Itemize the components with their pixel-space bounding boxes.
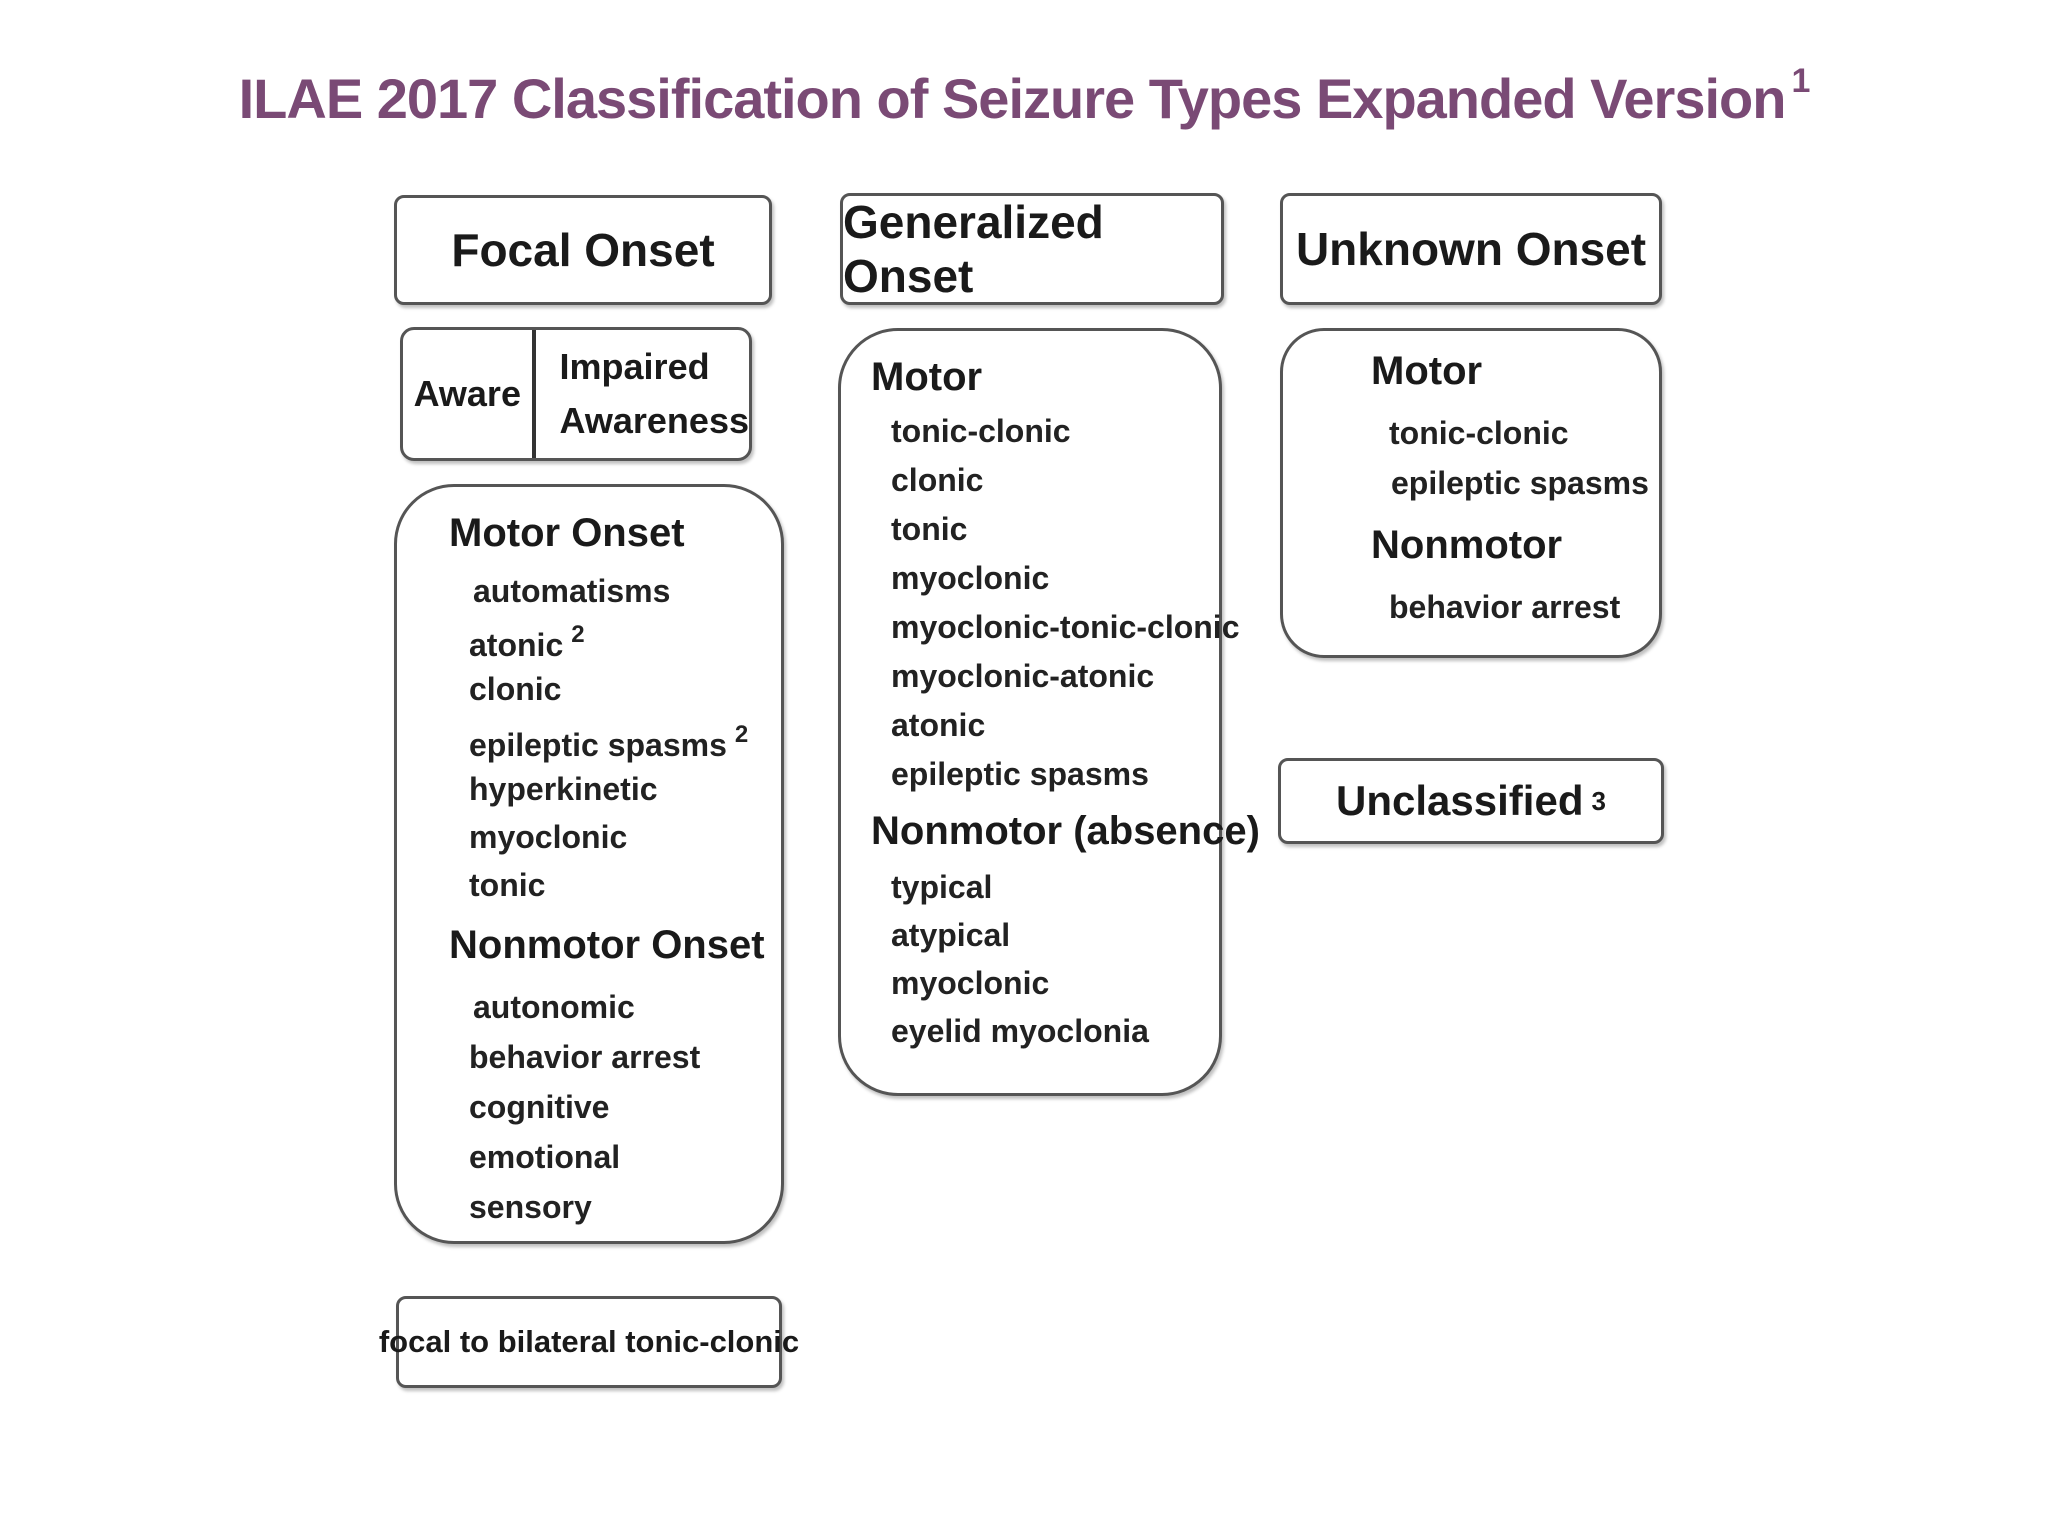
- focal-nonmotor-item: cognitive: [469, 1089, 610, 1125]
- generalized-nonmotor-heading: Nonmotor (absence): [871, 809, 1260, 853]
- focal-motor-item: myoclonic: [469, 819, 628, 855]
- focal-onset-panel: [394, 484, 784, 1244]
- unknown-motor-item: tonic-clonic: [1389, 415, 1569, 451]
- focal-motor-item: atonic $^2$: [469, 621, 585, 663]
- footnote-marker: 2: [571, 621, 585, 648]
- unclassified-label: Unclassified: [1336, 777, 1584, 824]
- generalized-nonmotor-item: typical: [891, 869, 993, 905]
- generalized-nonmotor-item: myoclonic: [891, 965, 1050, 1001]
- generalized-nonmotor-item: atypical: [891, 917, 1011, 953]
- focal-nonmotor-item: emotional: [469, 1139, 621, 1175]
- generalized-motor-item: tonic-clonic: [891, 413, 1071, 449]
- focal-motor-item: tonic: [469, 867, 546, 903]
- generalized-motor-item: tonic: [891, 511, 968, 547]
- focal-to-bilateral-label: focal to bilateral tonic-clonic: [378, 1324, 800, 1359]
- awareness-box: [400, 327, 752, 461]
- generalized-motor-item: clonic: [891, 462, 984, 498]
- generalized-onset-header: [840, 193, 1224, 305]
- focal-motor-item: clonic: [469, 671, 562, 707]
- focal-nonmotor-item: sensory: [469, 1189, 592, 1225]
- unknown-onset-header: [1280, 193, 1662, 305]
- unclassified-box: [1278, 758, 1664, 844]
- focal-motor-heading: Motor Onset: [449, 511, 685, 555]
- generalized-motor-heading: Motor: [871, 355, 983, 399]
- generalized-motor-item: myoclonic-tonic-clonic: [891, 609, 1240, 645]
- generalized-motor-item: myoclonic-atonic: [891, 658, 1155, 694]
- title-text: ILAE 2017 Classification of Seizure Types Expanded Version: [238, 67, 1786, 130]
- focal-onset-header: [394, 195, 772, 305]
- impaired-label-line1: Impaired: [559, 346, 710, 387]
- impaired-label-line2: Awareness: [559, 400, 749, 441]
- generalized-onset-label: Generalized Onset: [843, 196, 1104, 302]
- generalized-onset-panel: [838, 328, 1260, 1096]
- footnote-marker: 2: [734, 721, 749, 748]
- generalized-motor-item: myoclonic: [891, 560, 1050, 596]
- footnote-marker: 3: [1591, 785, 1606, 816]
- unknown-motor-heading: Motor: [1371, 349, 1483, 393]
- unknown-nonmotor-item: behavior arrest: [1389, 589, 1621, 625]
- focal-motor-item: hyperkinetic: [469, 771, 658, 807]
- unknown-onset-panel: [1280, 328, 1662, 658]
- focal-to-bilateral-box: [378, 1296, 800, 1388]
- unknown-motor-item: epileptic spasms: [1391, 465, 1649, 501]
- unknown-onset-label: Unknown Onset: [1295, 223, 1647, 275]
- focal-motor-item: epileptic spasms $^2$: [469, 721, 749, 763]
- focal-nonmotor-heading: Nonmotor Onset: [449, 923, 765, 967]
- aware-label: Aware: [413, 373, 521, 414]
- focal-motor-item: automatisms: [473, 573, 671, 609]
- generalized-motor-item: atonic: [891, 707, 986, 743]
- focal-nonmotor-item: behavior arrest: [469, 1039, 701, 1075]
- impaired-awareness-cell: [536, 330, 749, 458]
- aware-cell: [403, 330, 536, 458]
- page-title: [0, 62, 2048, 131]
- unknown-nonmotor-heading: Nonmotor: [1371, 523, 1563, 567]
- generalized-nonmotor-item: eyelid myoclonia: [891, 1013, 1149, 1049]
- focal-nonmotor-item: autonomic: [473, 989, 635, 1025]
- focal-onset-label: Focal Onset: [451, 224, 715, 276]
- title-footnote: 1: [1791, 62, 1810, 100]
- generalized-motor-item: epileptic spasms: [891, 756, 1149, 792]
